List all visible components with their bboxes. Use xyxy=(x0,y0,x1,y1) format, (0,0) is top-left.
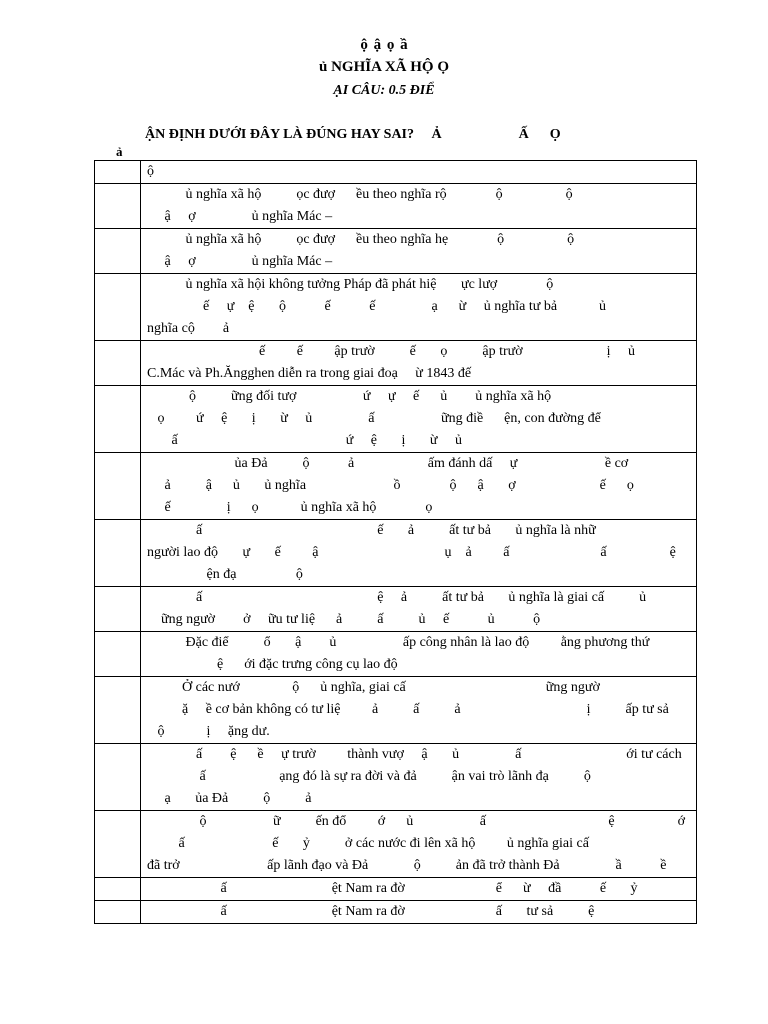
statement-line: ậ ợ ủ nghĩa Mác – xyxy=(147,209,333,224)
statement-line: ạ ủa Đả ộ ả xyxy=(147,791,312,806)
statement-line: ện đạ ộ xyxy=(147,567,303,582)
table-header-cell-index xyxy=(95,161,141,184)
table-row xyxy=(95,520,697,587)
row-index-cell xyxy=(95,811,141,878)
table-header-cell-content: ộ xyxy=(141,161,697,184)
table-row xyxy=(95,632,697,677)
statement-line: ệ ới đặc trưng công cụ lao độ xyxy=(147,657,398,672)
statement-line: ấ ạng đó là sự ra đời và đả ận vai trò lãnh đạ ộ xyxy=(147,769,591,784)
row-index-cell xyxy=(95,229,141,274)
table-row xyxy=(95,587,697,632)
statement-line: ế ự ệ ộ ế ế ạ ừ ủ nghĩa tư bả ủ xyxy=(147,299,607,314)
table-row xyxy=(95,341,697,386)
question-subtext: ả xyxy=(116,144,123,159)
statement-line: ộ ữ ến đổ ớ ủ ấ ệ ớ xyxy=(147,814,686,829)
statement-cell xyxy=(141,744,697,811)
row-index-cell xyxy=(95,453,141,520)
table-row xyxy=(95,878,697,901)
row-index-cell xyxy=(95,341,141,386)
statement-cell xyxy=(141,274,697,341)
statement-line: ủ nghĩa xã hộ ọc đượ ều theo nghĩa hẹ ộ ộ xyxy=(147,232,575,247)
statement-cell xyxy=(141,184,697,229)
question-prompt: ẬN ĐỊNH DƯỚI ĐÂY LÀ ĐÚNG HAY SAI? Ả Ấ Ọ xyxy=(145,127,561,142)
table-row xyxy=(95,744,697,811)
statement-line: nghĩa cộ ả xyxy=(147,321,230,336)
statement-cell xyxy=(141,341,697,386)
statement-line: ả ậ ủ ủ nghĩa ồ ộ ậ ợ ế ọ xyxy=(147,478,634,493)
row-index-cell xyxy=(95,274,141,341)
statements-table xyxy=(94,160,697,924)
statement-line: ế ế ập trườ ế ọ ập trườ ị ủ xyxy=(147,344,636,359)
title-line-2: ủ NGHĨA XÃ HỘ Ọ xyxy=(318,59,450,75)
statement-line: ấ ế ả ất tư bả ủ nghĩa là nhữ xyxy=(147,523,596,538)
statement-cell xyxy=(141,811,697,878)
row-index-cell xyxy=(95,632,141,677)
statement-line: ậ ợ ủ nghĩa Mác – xyxy=(147,254,333,269)
statement-cell xyxy=(141,453,697,520)
statement-cell xyxy=(141,229,697,274)
statement-line: ấ ệt Nam ra đờ ể ừ đầ ế ỷ xyxy=(147,881,638,896)
statement-cell xyxy=(141,901,697,924)
statement-line: ế ị ọ ủ nghĩa xã hộ ọ xyxy=(147,500,433,515)
statement-line: đã trở ấp lãnh đạo và Đả ộ ản đã trở thành Đả ầ ề xyxy=(147,858,667,873)
score-line: ẠI CÂU: 0.5 ĐIỂ xyxy=(333,83,435,98)
row-index-cell xyxy=(95,386,141,453)
row-index-cell xyxy=(95,901,141,924)
statement-line: ấ ế ỷ ở các nước đi lên xã hộ ủ nghĩa giai cấ xyxy=(147,836,589,851)
table-row xyxy=(95,677,697,744)
statement-line: ấ ệt Nam ra đờ ấ tư sả ệ xyxy=(147,904,595,919)
table-row xyxy=(95,184,697,229)
table-row xyxy=(95,386,697,453)
title-line-1: ộ ậ ọ ầ xyxy=(360,37,408,53)
statement-line: Đặc điể ổ ậ ủ ấp công nhân là lao độ ằng phương thứ xyxy=(147,635,650,650)
statement-line: ủ nghĩa xã hội không tưởng Pháp đã phát hiệ ực lượ ộ xyxy=(147,277,554,292)
row-index-cell xyxy=(95,520,141,587)
statement-cell xyxy=(141,520,697,587)
statement-line: ủ nghĩa xã hộ ọc đượ ều theo nghĩa rộ ộ ộ xyxy=(147,187,573,202)
statement-cell xyxy=(141,878,697,901)
statement-line: ặ ề cơ bản không có tư liệ ả ấ ả ị ấp tư sả xyxy=(147,702,669,717)
statement-cell xyxy=(141,677,697,744)
statement-line: ấ ứ ệ ị ừ ủ xyxy=(147,433,462,448)
statement-line: ững ngườ ở ữu tư liệ ả ấ ủ ế ủ ộ xyxy=(147,612,541,627)
table-row xyxy=(95,453,697,520)
statement-line: ủa Đả ộ ả ấm đánh dấ ự ề cơ xyxy=(147,456,629,471)
row-index-cell xyxy=(95,677,141,744)
statement-line: C.Mác và Ph.Ăngghen diễn ra trong giai đoạ ừ 1843 đế xyxy=(147,366,472,381)
statement-line: ộ ị ặng dư. xyxy=(147,724,270,739)
statement-line: ộ ững đối tượ ứ ự ế ủ ủ nghĩa xã hộ xyxy=(147,389,552,404)
statement-line: ọ ứ ệ ị ừ ủ ấ ững điề ện, con đường để xyxy=(147,411,601,426)
table-header-row xyxy=(95,161,697,184)
table-row xyxy=(95,274,697,341)
statement-cell xyxy=(141,632,697,677)
row-index-cell xyxy=(95,878,141,901)
statement-line: Ở các nướ ộ ủ nghĩa, giai cấ ững ngườ xyxy=(147,680,600,695)
statement-line: người lao độ ự ế ậ ụ ả ấ ấ ệ xyxy=(147,545,676,560)
table-row xyxy=(95,811,697,878)
table-row xyxy=(95,229,697,274)
statement-cell xyxy=(141,386,697,453)
row-index-cell xyxy=(95,587,141,632)
statement-line: ấ ệ ả ất tư bả ủ nghĩa là giai cấ ủ xyxy=(147,590,647,605)
statement-line: ấ ệ ề ự trườ thành vượ ậ ủ ấ ới tư cách xyxy=(147,747,682,762)
row-index-cell xyxy=(95,184,141,229)
row-index-cell xyxy=(95,744,141,811)
table-row xyxy=(95,901,697,924)
statement-cell xyxy=(141,587,697,632)
